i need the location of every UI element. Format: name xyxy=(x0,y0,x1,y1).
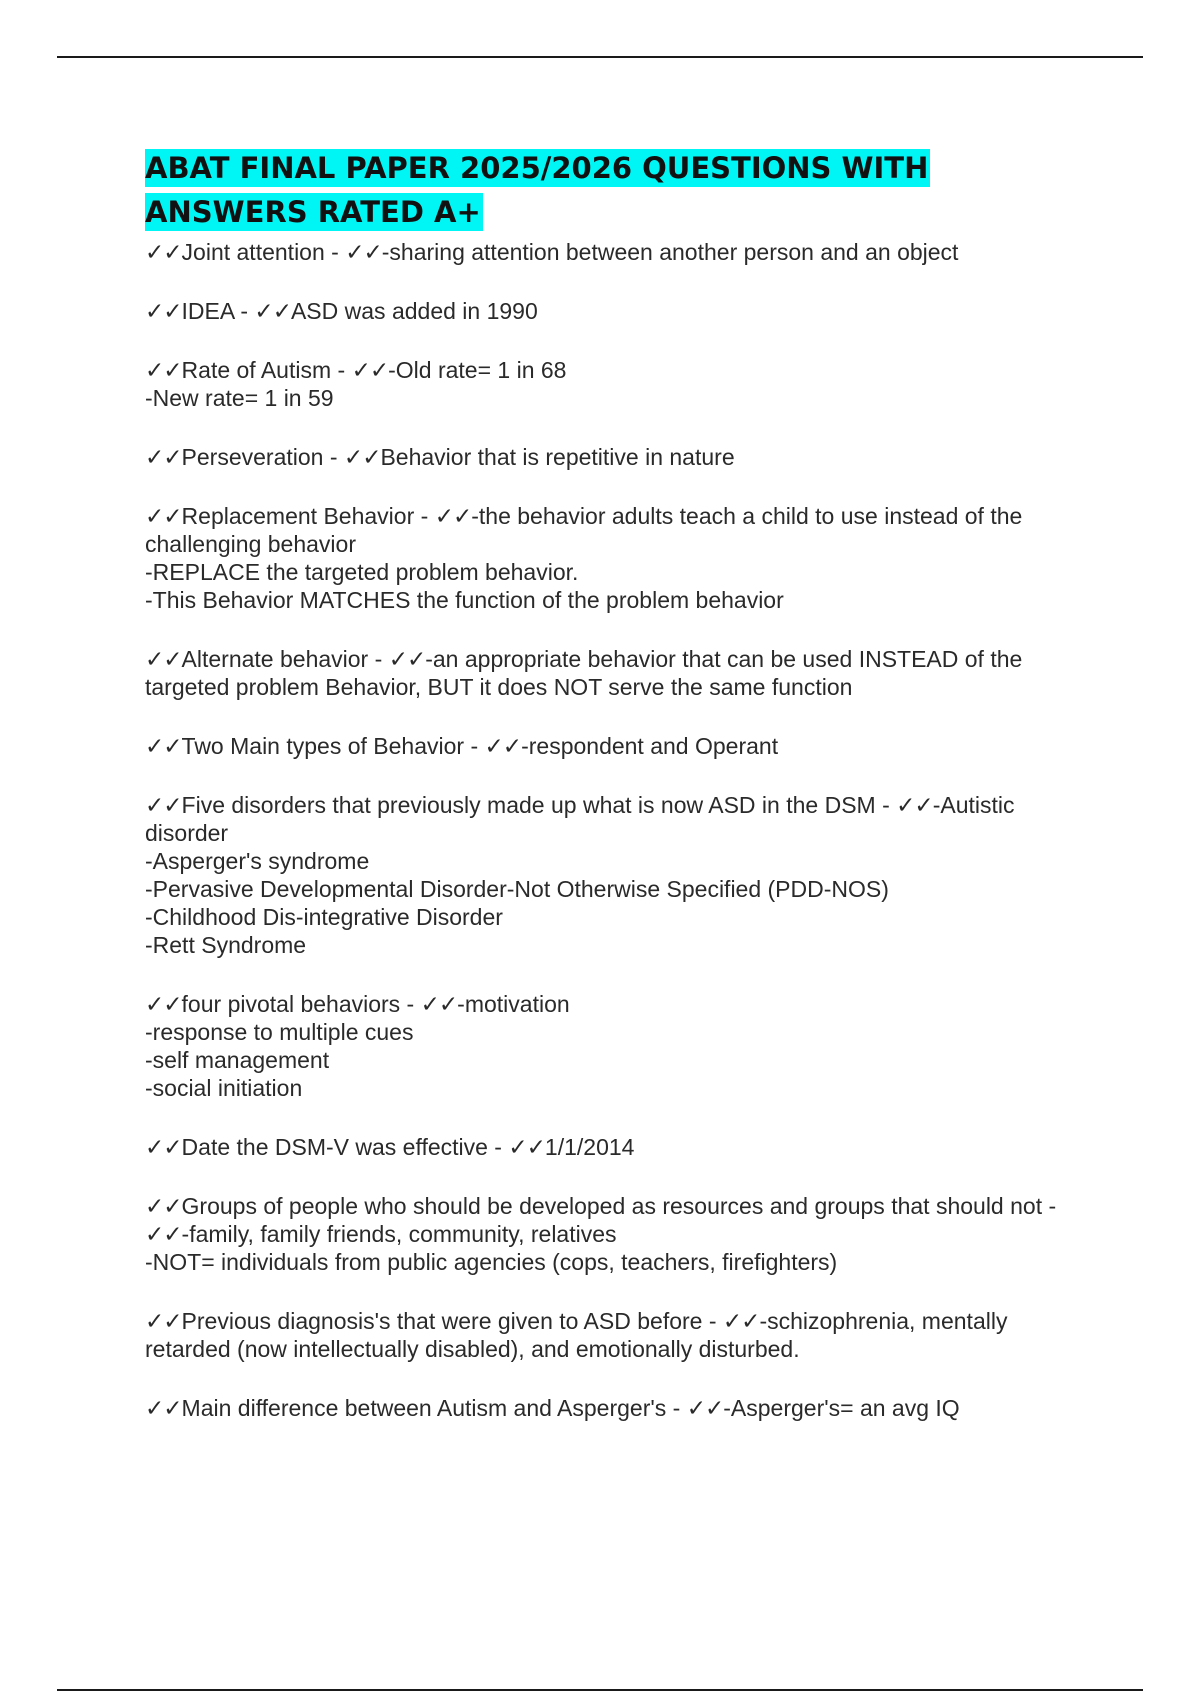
checkmark-icon: ✓✓ xyxy=(484,733,522,759)
checkmark-icon: ✓✓ xyxy=(343,444,381,470)
checkmark-icon: ✓✓ xyxy=(896,792,933,818)
qa-list xyxy=(145,238,1085,1422)
checkmark-icon: ✓✓ xyxy=(145,1193,182,1219)
qa-first-line: ✓✓Previous diagnosis's that were given to ASD before - ✓✓-schizophrenia, mentally retarded (now intellectually disabled), and emotionally disturbed. xyxy=(145,1308,1008,1362)
question-text: Replacement Behavior xyxy=(181,503,415,529)
answer-text: -REPLACE the targeted problem behavior. xyxy=(145,559,579,585)
qa-answer-line xyxy=(145,586,1085,614)
qa-answer-line xyxy=(145,558,1085,586)
qa-answer-line xyxy=(145,1074,1085,1102)
answer-text: -schizophrenia, mentally retarded (now intellectually disabled), and emotionally disturbed. xyxy=(145,1308,1008,1362)
checkmark-icon: ✓✓ xyxy=(145,1134,182,1160)
checkmark-icon: ✓✓ xyxy=(145,1221,182,1247)
document-title xyxy=(145,146,1085,234)
qa-first-line: ✓✓Perseveration - ✓✓Behavior that is repetitive in nature xyxy=(145,444,735,470)
qa-entry xyxy=(145,356,1085,412)
checkmark-icon: ✓✓ xyxy=(145,792,182,818)
answer-text: -Pervasive Developmental Disorder-Not Otherwise Specified (PDD-NOS) xyxy=(145,876,889,902)
checkmark-icon: ✓✓ xyxy=(145,1308,182,1334)
answer-text: -an appropriate behavior that can be used INSTEAD of the targeted problem Behavior, BUT it does NOT serve the same function xyxy=(145,646,1023,700)
qa-first-line: ✓✓Replacement Behavior - ✓✓-the behavior adults teach a child to use instead of the challenging behavior xyxy=(145,503,1023,557)
answer-text: -respondent and Operant xyxy=(521,733,779,759)
answer-text: -Asperger's syndrome xyxy=(145,848,370,874)
answer-text: -Old rate= 1 in 68 xyxy=(388,357,567,383)
qa-answer-line xyxy=(145,1248,1085,1276)
question-text: Two Main types of Behavior xyxy=(181,733,465,759)
qa-answer-line xyxy=(145,1046,1085,1074)
question-text: four pivotal behaviors xyxy=(181,991,401,1017)
answer-text: -This Behavior MATCHES the function of the problem behavior xyxy=(145,587,784,613)
checkmark-icon: ✓✓ xyxy=(145,733,182,759)
checkmark-icon: ✓✓ xyxy=(345,239,382,265)
question-text: Joint attention xyxy=(181,239,325,265)
answer-text: -the behavior adults teach a child to use instead of the challenging behavior xyxy=(145,503,1023,557)
question-text: IDEA xyxy=(181,298,234,324)
checkmark-icon: ✓✓ xyxy=(145,444,182,470)
question-text: Rate of Autism xyxy=(181,357,332,383)
checkmark-icon: ✓✓ xyxy=(388,646,426,672)
qa-answer-line xyxy=(145,903,1085,931)
checkmark-icon: ✓✓ xyxy=(145,1395,182,1421)
question-text: Main difference between Autism and Asperger's xyxy=(181,1395,667,1421)
qa-first-line: ✓✓Rate of Autism - ✓✓-Old rate= 1 in 68 xyxy=(145,357,567,383)
checkmark-icon: ✓✓ xyxy=(686,1395,724,1421)
qa-entry xyxy=(145,238,1085,266)
question-text: Five disorders that previously made up what is now ASD in the DSM xyxy=(181,792,876,818)
qa-entry xyxy=(145,297,1085,325)
qa-entry xyxy=(145,443,1085,471)
checkmark-icon: ✓✓ xyxy=(722,1308,760,1334)
document-title-text: ABAT FINAL PAPER 2025/2026 QUESTIONS WITH ANSWERS RATED A+ xyxy=(145,151,929,229)
checkmark-icon: ✓✓ xyxy=(145,298,182,324)
question-text: Alternate behavior xyxy=(181,646,369,672)
answer-text: -Rett Syndrome xyxy=(145,932,307,958)
answer-text: Behavior that is repetitive in nature xyxy=(380,444,735,470)
checkmark-icon: ✓✓ xyxy=(434,503,472,529)
answer-text: -response to multiple cues xyxy=(145,1019,414,1045)
qa-entry xyxy=(145,502,1085,614)
qa-first-line: ✓✓Date the DSM-V was effective - ✓✓1/1/2014 xyxy=(145,1134,635,1160)
answer-text: -social initiation xyxy=(145,1075,303,1101)
qa-entry xyxy=(145,1307,1085,1363)
checkmark-icon: ✓✓ xyxy=(508,1134,545,1160)
qa-first-line: ✓✓Alternate behavior - ✓✓-an appropriate behavior that can be used INSTEAD of the targeted problem Behavior, BUT it does NOT serve the same function xyxy=(145,646,1023,700)
answer-text: -Autistic disorder xyxy=(145,792,1015,846)
qa-answer-line xyxy=(145,875,1085,903)
answer-text: 1/1/2014 xyxy=(544,1134,635,1160)
qa-entry xyxy=(145,990,1085,1102)
checkmark-icon: ✓✓ xyxy=(145,357,182,383)
bottom-rule xyxy=(57,1689,1143,1691)
qa-entry xyxy=(145,645,1085,701)
document-body xyxy=(145,146,1085,1453)
qa-answer-line xyxy=(145,847,1085,875)
qa-entry xyxy=(145,1394,1085,1422)
qa-first-line: ✓✓Joint attention - ✓✓-sharing attention between another person and an object xyxy=(145,239,959,265)
qa-entry xyxy=(145,1133,1085,1161)
checkmark-icon: ✓✓ xyxy=(254,298,291,324)
question-text: Previous diagnosis's that were given to ASD before xyxy=(181,1308,703,1334)
checkmark-icon: ✓✓ xyxy=(145,239,182,265)
qa-answer-line xyxy=(145,1018,1085,1046)
top-rule xyxy=(57,56,1143,58)
question-text: Perseveration xyxy=(181,444,324,470)
question-text: Date the DSM-V was effective xyxy=(181,1134,488,1160)
checkmark-icon: ✓✓ xyxy=(145,503,182,529)
qa-entry xyxy=(145,791,1085,959)
qa-entry xyxy=(145,1192,1085,1276)
answer-text: -New rate= 1 in 59 xyxy=(145,385,334,411)
checkmark-icon: ✓✓ xyxy=(145,991,182,1017)
qa-answer-line xyxy=(145,931,1085,959)
answer-text: -motivation xyxy=(457,991,570,1017)
qa-answer-line xyxy=(145,384,1085,412)
qa-entry xyxy=(145,732,1085,760)
answer-text: ASD was added in 1990 xyxy=(290,298,538,324)
answer-text: -family, family friends, community, relatives xyxy=(181,1221,617,1247)
answer-text: -NOT= individuals from public agencies (cops, teachers, firefighters) xyxy=(145,1249,838,1275)
qa-first-line: ✓✓IDEA - ✓✓ASD was added in 1990 xyxy=(145,298,538,324)
question-text: Groups of people who should be developed as resources and groups that should not xyxy=(181,1193,1043,1219)
qa-first-line: ✓✓Two Main types of Behavior - ✓✓-respondent and Operant xyxy=(145,733,779,759)
answer-text: -Asperger's= an avg IQ xyxy=(723,1395,960,1421)
qa-first-line: ✓✓Five disorders that previously made up what is now ASD in the DSM - ✓✓-Autistic disorder xyxy=(145,792,1015,846)
checkmark-icon: ✓✓ xyxy=(351,357,389,383)
answer-text: -self management xyxy=(145,1047,330,1073)
answer-text: -sharing attention between another person and an object xyxy=(381,239,959,265)
qa-first-line: ✓✓Groups of people who should be developed as resources and groups that should not - ✓✓-family, family friends, community, relatives xyxy=(145,1193,1057,1247)
checkmark-icon: ✓✓ xyxy=(145,646,182,672)
qa-first-line: ✓✓four pivotal behaviors - ✓✓-motivation xyxy=(145,991,570,1017)
qa-first-line: ✓✓Main difference between Autism and Asperger's - ✓✓-Asperger's= an avg IQ xyxy=(145,1395,960,1421)
answer-text: -Childhood Dis-integrative Disorder xyxy=(145,904,503,930)
checkmark-icon: ✓✓ xyxy=(420,991,458,1017)
